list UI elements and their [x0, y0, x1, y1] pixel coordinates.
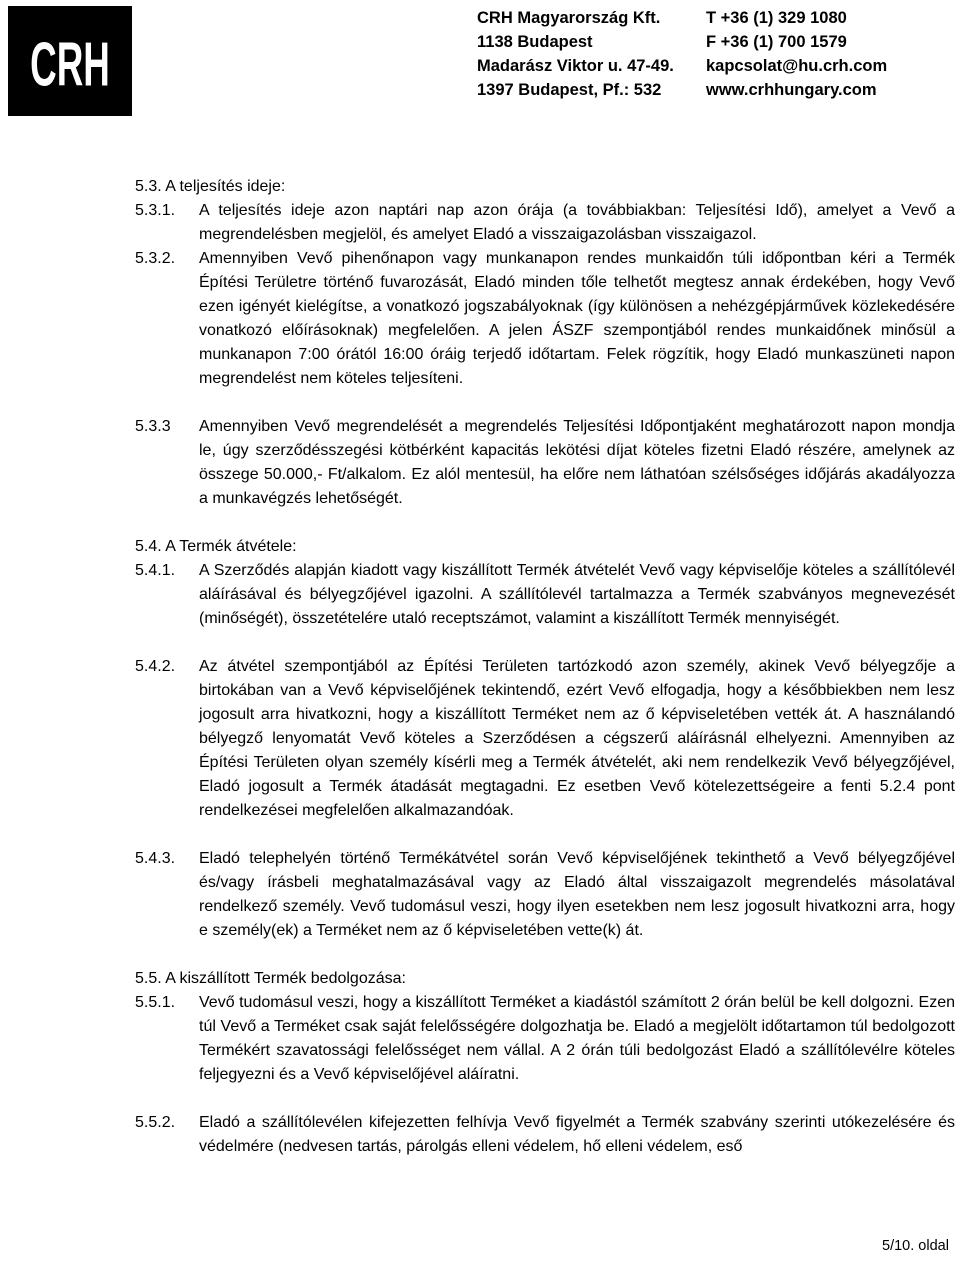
clause-number: 5.3.1.: [135, 202, 176, 219]
fax-number: F +36 (1) 700 1579: [706, 33, 847, 51]
clause-number: 5.3.3: [135, 418, 171, 435]
clause: [135, 559, 955, 631]
contact-block: [706, 6, 887, 102]
clause-text: Eladó telephelyén történő Termékátvétel során Vevő képviselőjének tekinthető a Vevő bélyegzőjével és/vagy írásbeli meghatalmazásával vagy az Eladó által visszaigazolt megrendelés másolatával rendelkező személy. Vevő tudomásul veszi, hogy ilyen esetekben nem lesz jogosult hivatkozni arra, hogy e személy(ek) a Terméket nem az ő képviseletében vette(k) át.: [199, 850, 955, 939]
clause-text: Eladó a szállítólevélen kifejezetten felhívja Vevő figyelmét a Termék szabvány szerinti utókezelésére és védelmére (nedvesen tartás, párolgás elleni védelem, hő elleni védelem, eső: [199, 1114, 955, 1155]
website-url: www.crhhungary.com: [706, 81, 877, 99]
clause: [135, 199, 955, 247]
clause-number: 5.4.1.: [135, 562, 176, 579]
clause-number: 5.5.1.: [135, 994, 176, 1011]
clause-text: A teljesítés ideje azon naptári nap azon órája (a továbbiakban: Teljesítési Idő), amelyet a Vevő a megrendelésben megjelöl, és amelyet Eladó a visszaigazolásban visszaigazol.: [199, 202, 955, 243]
clause-text: Vevő tudomásul veszi, hogy a kiszállított Terméket a kiadástól számított 2 órán belül be kell dolgozni. Ezen túl Vevő a Terméket csak saját felelősségére dolgozhatja be. Eladó a megjelölt időtartamon túl bedolgozott Termékért szavatossági felelősséget nem vállal. A 2 órán túli bedolgozást Eladó a szállítólevélre köteles feljegyezni és a Vevő képviselőjével aláíratni.: [199, 994, 955, 1083]
address-line: 1397 Budapest, Pf.: 532: [477, 81, 662, 99]
clause-text: Amennyiben Vevő megrendelését a megrendelés Teljesítési Időpontjaként meghatározott napon mondja le, úgy szerződésszegési kötbérként kapacitás lekötési díjat köteles fizetni Eladó részére, amelynek az összege 50.000,- Ft/alkalom. Ez alól mentesül, ha előre nem láthatóan szélsőséges időjárás akadályozza a munkavégzés lehetőségét.: [199, 418, 955, 507]
document-body: [135, 175, 955, 1159]
phone-number: T +36 (1) 329 1080: [706, 9, 847, 27]
section-heading: 5.3. A teljesítés ideje:: [135, 178, 286, 195]
clause-text: Az átvétel szempontjából az Építési Területen tartózkodó azon személy, akinek Vevő bélyegzője a birtokában van a Vevő képviselőjének tekintendő, ezért Vevő elfogadja, hogy a későbbiekben nem lesz jogosult arra hivatkozni, hogy a kiszállított Terméket nem az ő képviseletében vették át. A használandó bélyegző lenyomatát Vevő köteles a Szerződésen a cégszerű aláírásnál elhelyezni. Amennyiben az Építési Területen olyan személy kísérli meg a Termék átvételét, aki nem rendelkezik Vevő bélyegzőjével, Eladó jogosult a Termék átadását megtagadni. Ez esetben Vevő kötelezettségeire a fenti 5.2.4 pont rendelkezései megfelelően alkalmazandóak.: [199, 658, 955, 819]
clause: [135, 247, 955, 391]
clause-number: 5.4.2.: [135, 658, 176, 675]
clause-text: A Szerződés alapján kiadott vagy kiszállított Termék átvételét Vevő vagy képviselője köteles a szállítólevél aláírásával és bélyegzőjével igazolni. A szállítólevél tartalmazza a Termék szabványos megnevezését (minőségét), összetételére utaló receptszámot, valamint a kiszállított Termék mennyiségét.: [199, 562, 955, 627]
crh-logo: [8, 6, 132, 116]
company-name: CRH Magyarország Kft.: [477, 9, 661, 27]
company-address-block: [477, 6, 674, 102]
clause-number: 5.3.2.: [135, 250, 176, 267]
clause-number: 5.4.3.: [135, 850, 176, 867]
clause: [135, 415, 955, 511]
clause: [135, 655, 955, 823]
crh-logo-mark: [8, 6, 132, 116]
clause-number: 5.5.2.: [135, 1114, 176, 1131]
clause: [135, 847, 955, 943]
clause-text: Amennyiben Vevő pihenőnapon vagy munkanapon rendes munkaidőn túli időpontban kéri a Termék Építési Területre történő fuvarozását, Eladó minden tőle telhetőt megtesz annak érdekében, hogy Vevő ezen igényét kielégítse, a vonatkozó jogszabályoknak (így különösen a nehézgépjárművek közlekedésére vonatkozó előírásoknak) megfelelően. A jelen ÁSZF szempontjából rendes munkaidőnek minősül a munkanapon 7:00 órától 16:00 óráig terjedő időtartam. Felek rögzítik, hogy Eladó munkaszüneti napon megrendelést nem köteles teljesíteni.: [199, 250, 955, 387]
section-heading: 5.5. A kiszállított Termék bedolgozása:: [135, 970, 406, 987]
logo-text: CRH: [30, 29, 110, 99]
address-line: Madarász Viktor u. 47-49.: [477, 57, 674, 75]
page-number: 5/10. oldal: [882, 1238, 949, 1254]
section-heading: 5.4. A Termék átvétele:: [135, 538, 297, 555]
clause: [135, 1111, 955, 1159]
clause: [135, 991, 955, 1087]
email-address: kapcsolat@hu.crh.com: [706, 57, 888, 75]
address-line: 1138 Budapest: [477, 33, 593, 51]
